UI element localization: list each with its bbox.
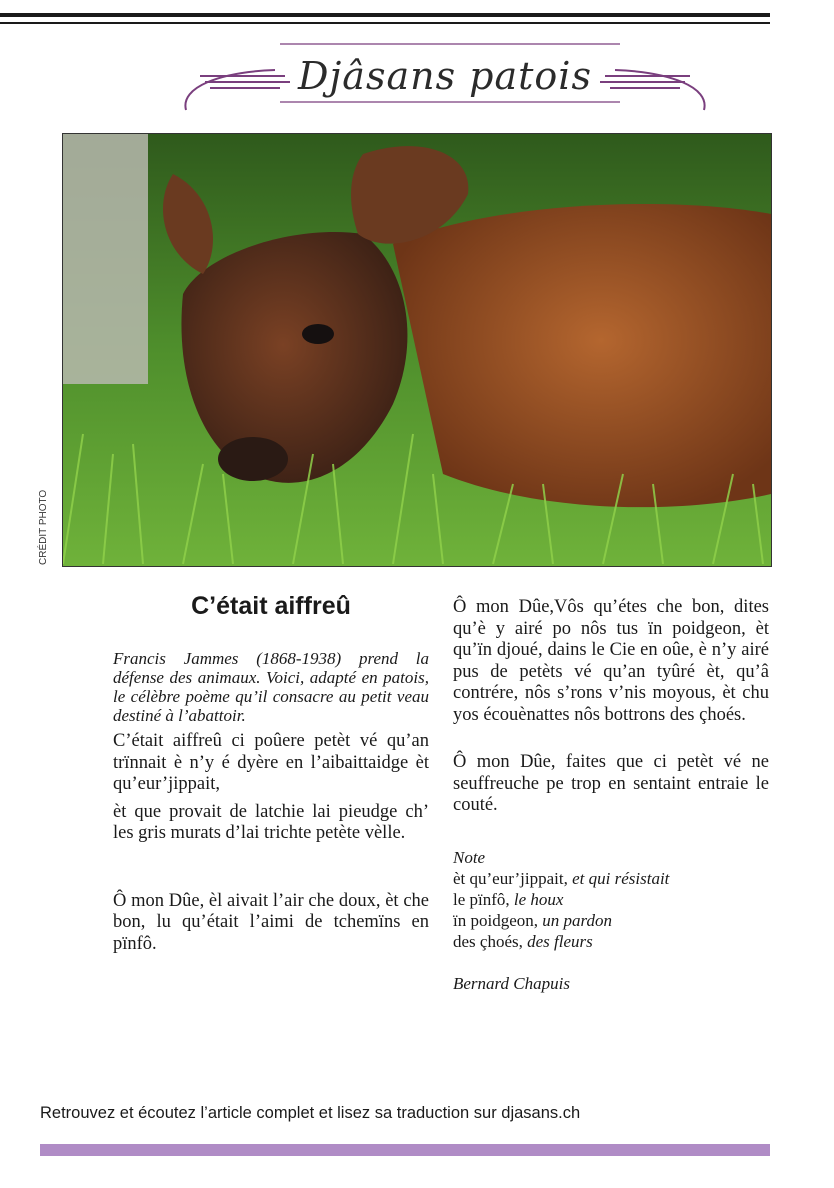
article-title: C’était aiffreû (191, 592, 351, 620)
author-signature: Bernard Chapuis (453, 973, 570, 993)
poem-stanza-2: Ô mon Dûe, èl aivait l’air che doux, èt che bon, lu qu’était l’aimi de tchemïns en pïnfô. (113, 890, 429, 954)
note-item (453, 910, 769, 931)
calf-photo (62, 133, 772, 567)
note-patois: èt qu’eur’jippait, (453, 868, 568, 888)
article-column-left (113, 592, 429, 961)
poem-stanza-1a: C’était aiffreû ci poûere petèt vé qu’an trïnnait è n’y é dyère en l’aibaittaidge èt qu’eur’jippait, (113, 731, 429, 794)
note-item (453, 889, 769, 910)
note-french: le houx (513, 889, 564, 909)
poem-stanza-4: Ô mon Dûe, faites que ci petèt vé ne seuffreuche pe trop en sentaint entraie le couté. (453, 752, 769, 815)
note-patois: le pïnfô, (453, 889, 510, 909)
photo-credit: CRÉDIT PHOTO (38, 489, 49, 565)
note-patois: des çhoés, (453, 931, 523, 951)
note-french: un pardon (542, 910, 612, 930)
note-heading: Note (453, 847, 486, 867)
note-item (453, 931, 769, 952)
footer-link-text[interactable]: Retrouvez et écoutez l’article complet et lisez sa traduction sur djasans.ch (40, 1104, 581, 1122)
note-item (453, 868, 769, 889)
note-french: des fleurs (527, 931, 593, 951)
poem-stanza-1b: èt que provait de latchie lai pieudge ch’ les gris murats d’lai trichte petète vèlle. (113, 801, 429, 843)
note-french: et qui résistait (572, 868, 670, 888)
section-title: Djâsans patois (298, 54, 592, 98)
top-rule-thick (0, 13, 770, 17)
note-patois: ïn poidgeon, (453, 910, 538, 930)
glossary-note (453, 847, 769, 952)
top-rule-thin (0, 22, 770, 24)
footer-accent-bar (40, 1144, 770, 1156)
article-intro: Francis Jammes (1868-1938) prend la défense des animaux. Voici, adapté en patois, le célèbre poème qu’il consacre au petit veau destiné à l’abattoir. (113, 649, 429, 725)
poem-stanza-3: Ô mon Dûe,Vôs qu’étes che bon, dites qu’è y airé po nôs tus ïn poidgeon, èt qu’ïn djoué, dains le Cie en oûe, è n’y airé pus de petèts vé qu’an tyûré èt, qu’â contrére, nôs s’rons v’nis moyous, èt chu yos écouènattes nôs bottrons des çhoés. (453, 597, 769, 725)
article-column-right (453, 597, 769, 994)
section-masthead (180, 32, 710, 122)
